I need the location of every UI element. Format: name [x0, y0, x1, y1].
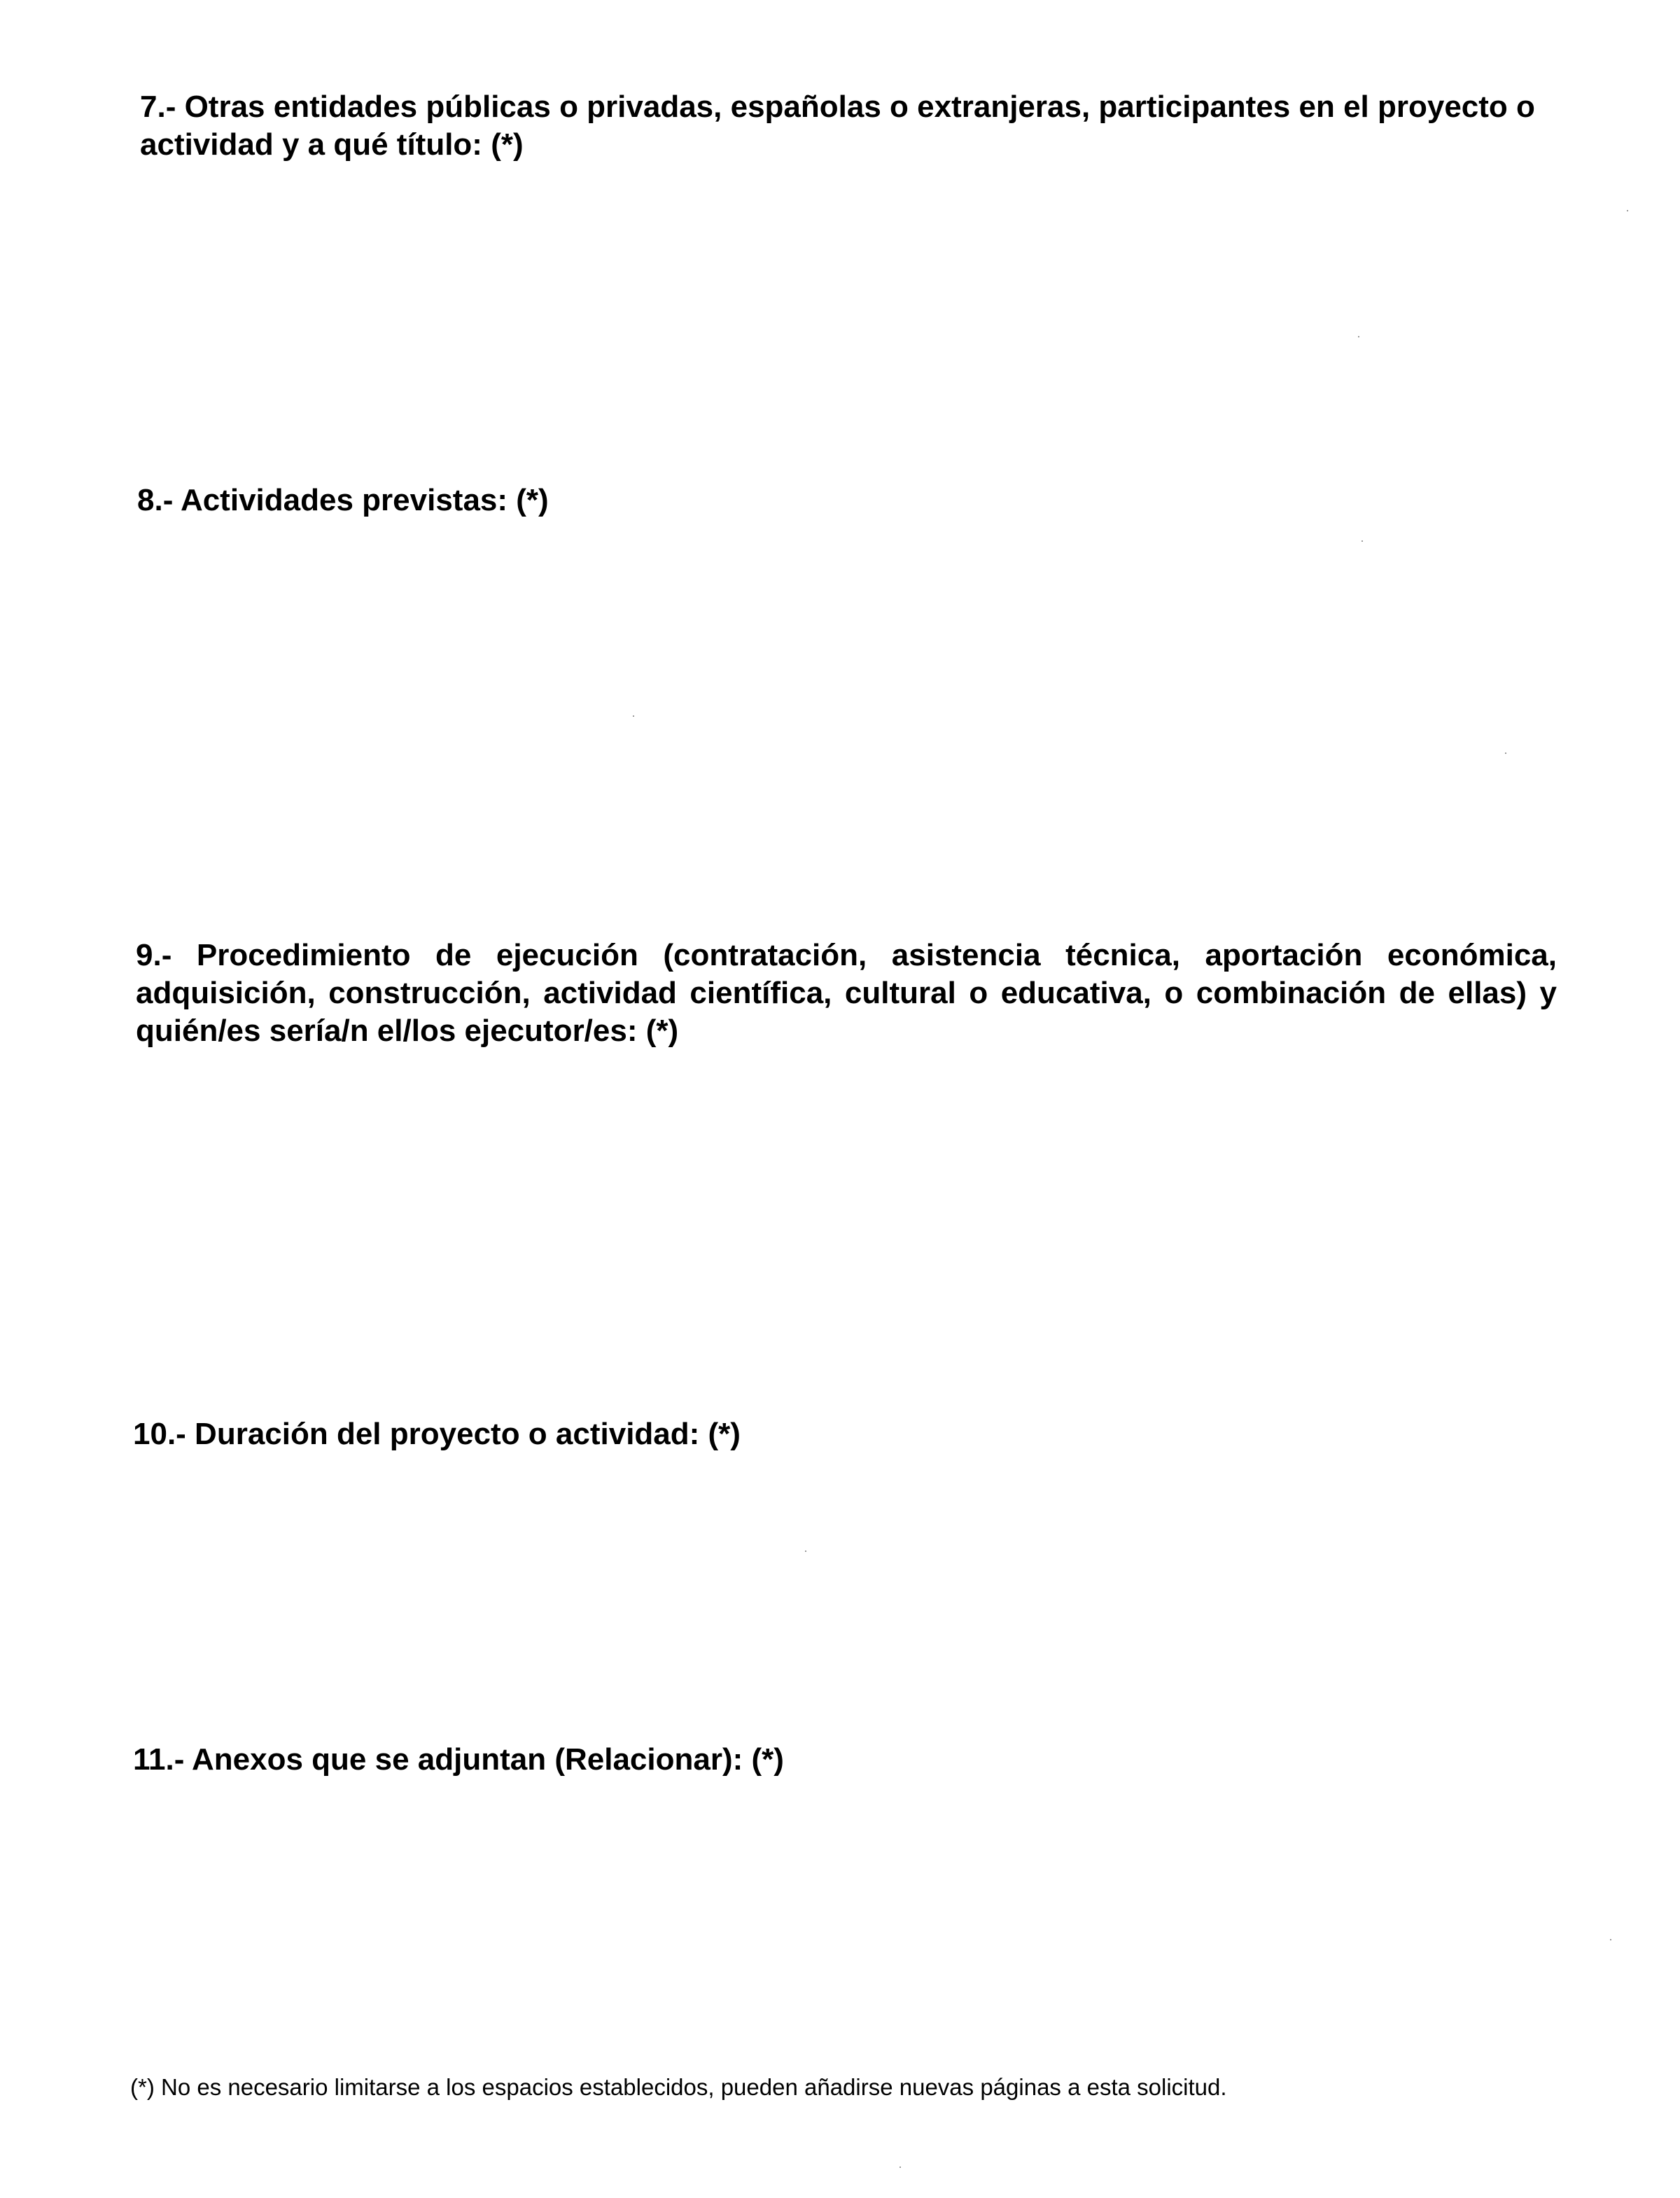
section-9-heading-line-3: quién/es sería/n el/los ejecutor/es: (*) — [136, 1014, 679, 1048]
section-10-heading: 10.- Duración del proyecto o actividad: (*) — [133, 1417, 741, 1451]
section-9-heading — [136, 937, 1557, 1050]
section-11-answer-area[interactable] — [133, 1795, 1554, 2054]
section-9-heading-line-2: adquisición, construcción, actividad científica, cultural o educativa, o combinación de ellas) y — [136, 976, 1557, 1010]
section-7-heading: 7.- Otras entidades públicas o privadas, españolas o extranjeras, participantes en el proyecto o actividad y a qué título: (*) — [140, 90, 1535, 162]
scan-speck — [805, 1550, 806, 1552]
section-8-heading: 8.- Actividades previstas: (*) — [137, 483, 549, 517]
scan-speck — [1505, 752, 1506, 754]
footnote: (*) No es necesario limitarse a los espacios establecidos, pueden añadirse nuevas páginas a esta solicitud. — [130, 2074, 1227, 2100]
scan-speck — [899, 2166, 901, 2168]
section-11-heading: 11.- Anexos que se adjuntan (Relacionar): (*) — [133, 1742, 784, 1777]
scan-speck — [633, 715, 634, 717]
section-10-answer-area[interactable] — [133, 1470, 1554, 1729]
section-7-answer-area[interactable] — [133, 172, 1554, 472]
scan-speck — [1610, 1939, 1611, 1940]
section-9-answer-area[interactable] — [133, 1050, 1554, 1400]
scan-speck — [1627, 210, 1628, 211]
scan-speck — [1358, 336, 1359, 337]
section-8-answer-area[interactable] — [133, 532, 1554, 924]
scan-speck — [1362, 540, 1363, 542]
section-9-heading-line-1: 9.- Procedimiento de ejecución (contratación, asistencia técnica, aportación económica, — [136, 938, 1557, 972]
